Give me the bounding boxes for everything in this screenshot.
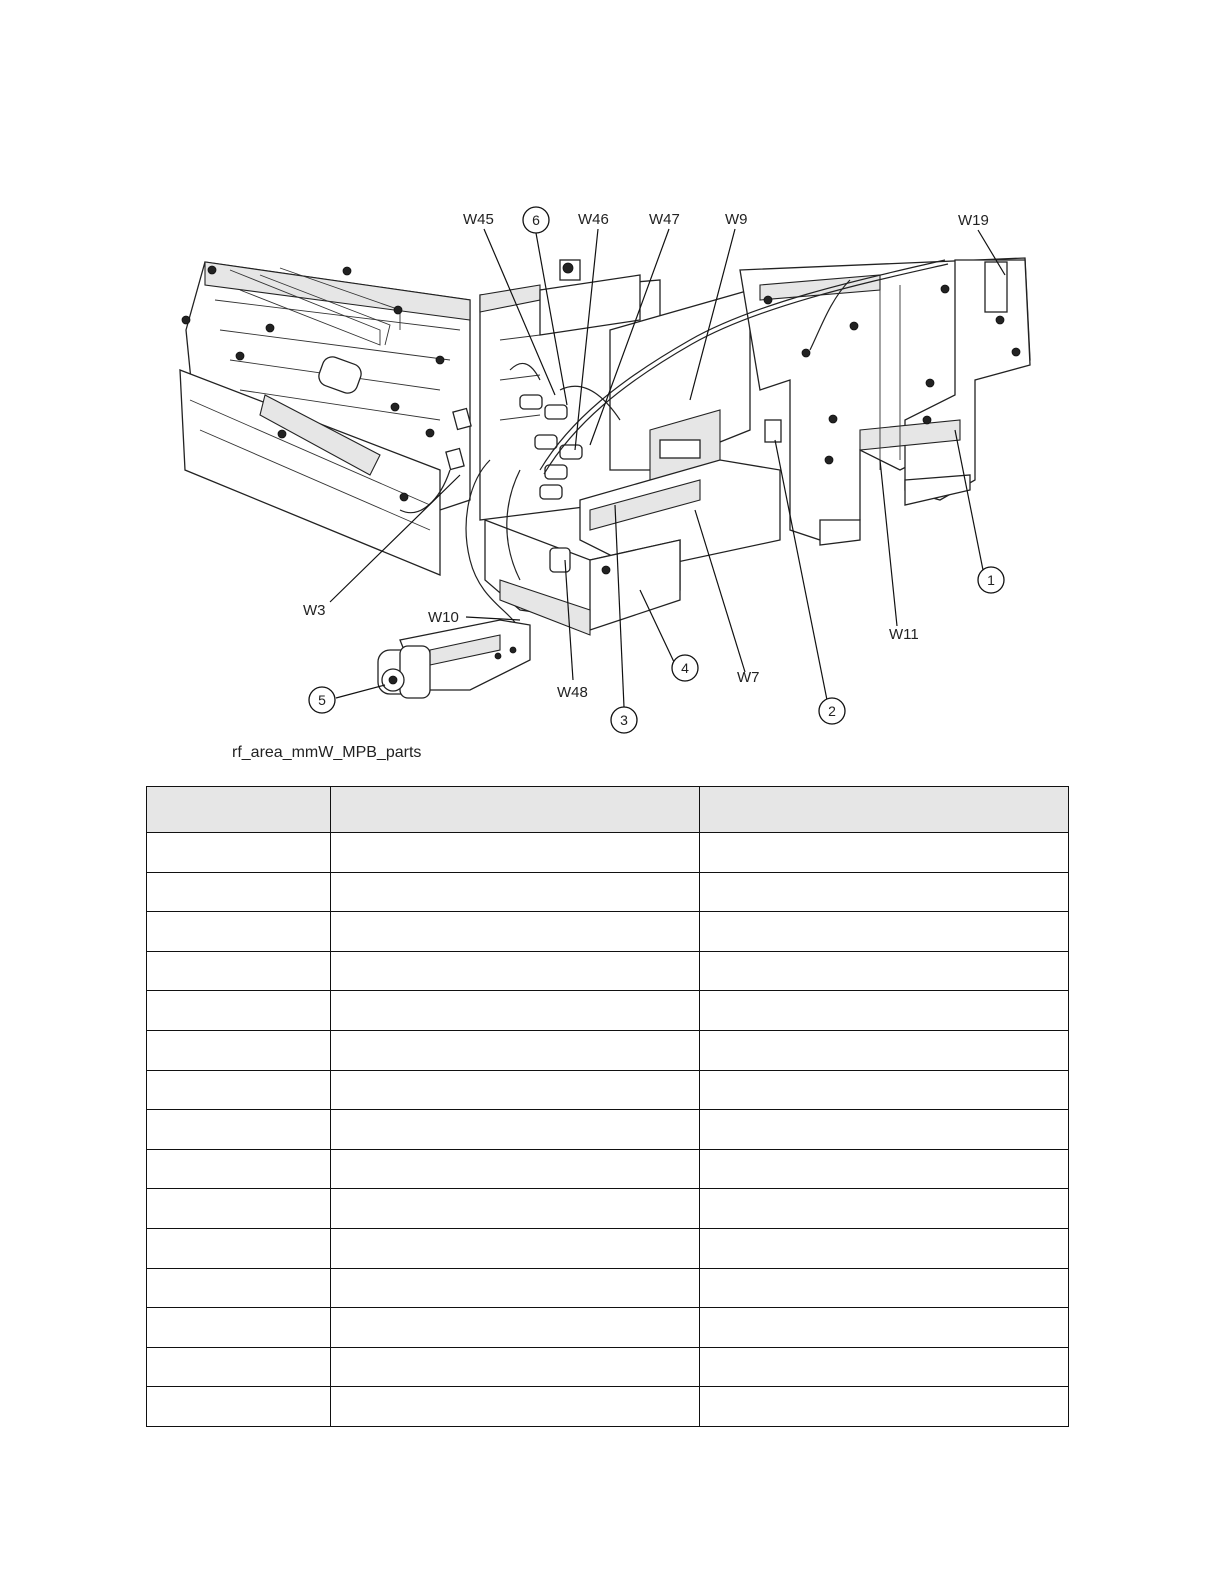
table-row xyxy=(147,912,1069,952)
header-cell xyxy=(700,787,1069,833)
table-cell xyxy=(331,1110,700,1150)
table-header-row xyxy=(147,787,1069,833)
table-cell xyxy=(147,1347,331,1387)
label-w46: W46 xyxy=(578,211,609,228)
callout-4 xyxy=(672,655,698,681)
table-cell xyxy=(700,912,1069,952)
table-cell xyxy=(331,1030,700,1070)
table-row xyxy=(147,833,1069,873)
table-cell xyxy=(331,872,700,912)
figure-caption: rf_area_mmW_MPB_parts xyxy=(232,744,422,761)
table-row xyxy=(147,1110,1069,1150)
table-cell xyxy=(700,1030,1069,1070)
callout-5 xyxy=(309,687,335,713)
callout-3-number: 3 xyxy=(620,712,628,728)
table-cell xyxy=(700,872,1069,912)
table-row xyxy=(147,1189,1069,1229)
table-row xyxy=(147,1070,1069,1110)
parts-table xyxy=(146,786,1069,1427)
table-cell xyxy=(147,1030,331,1070)
left-card-cage xyxy=(180,262,471,575)
table-cell xyxy=(700,951,1069,991)
table-cell xyxy=(331,1268,700,1308)
header-cell xyxy=(147,787,331,833)
table-cell xyxy=(700,991,1069,1031)
callout-6-number: 6 xyxy=(532,212,540,228)
callout-1 xyxy=(978,567,1004,593)
table-row xyxy=(147,991,1069,1031)
label-w10: W10 xyxy=(428,609,459,626)
table-row xyxy=(147,1308,1069,1348)
table-cell xyxy=(147,1268,331,1308)
callout-5-number: 5 xyxy=(318,692,326,708)
table-cell xyxy=(147,951,331,991)
table-cell xyxy=(147,912,331,952)
table-cell xyxy=(331,1149,700,1189)
table-cell xyxy=(147,1228,331,1268)
label-w11: W11 xyxy=(889,626,919,643)
table-cell xyxy=(700,1228,1069,1268)
table-row xyxy=(147,1149,1069,1189)
table-row xyxy=(147,1228,1069,1268)
table-row xyxy=(147,1387,1069,1427)
front-connector-assembly xyxy=(378,620,530,698)
table-body xyxy=(147,833,1069,1427)
table-cell xyxy=(147,1308,331,1348)
table-row xyxy=(147,1268,1069,1308)
table-cell xyxy=(147,1387,331,1427)
callout-2-number: 2 xyxy=(828,703,836,719)
callout-2 xyxy=(819,698,845,724)
table-cell xyxy=(331,1189,700,1229)
label-w45: W45 xyxy=(463,211,494,228)
label-w19: W19 xyxy=(958,212,989,229)
callout-4-number: 4 xyxy=(681,660,689,676)
table-cell xyxy=(700,1268,1069,1308)
table-cell xyxy=(700,833,1069,873)
table-cell xyxy=(331,833,700,873)
rf-module-block xyxy=(480,260,780,635)
table-cell xyxy=(331,1308,700,1348)
callout-1-number: 1 xyxy=(987,572,995,588)
callout-6 xyxy=(523,207,549,233)
label-w48: W48 xyxy=(557,684,588,701)
table-cell xyxy=(331,912,700,952)
table-cell xyxy=(147,1070,331,1110)
table-cell xyxy=(147,872,331,912)
table-cell xyxy=(331,1387,700,1427)
callout-3 xyxy=(611,707,637,733)
table-cell xyxy=(700,1070,1069,1110)
table-row xyxy=(147,951,1069,991)
table-cell xyxy=(331,951,700,991)
table-cell xyxy=(147,1110,331,1150)
label-w9: W9 xyxy=(725,211,748,228)
table-cell xyxy=(331,991,700,1031)
label-w7: W7 xyxy=(737,669,760,686)
table-cell xyxy=(331,1228,700,1268)
table-cell xyxy=(147,1149,331,1189)
table-cell xyxy=(147,991,331,1031)
table-cell xyxy=(147,1189,331,1229)
header-cell xyxy=(331,787,700,833)
table-cell xyxy=(700,1387,1069,1427)
table-cell xyxy=(147,833,331,873)
table-row xyxy=(147,1030,1069,1070)
table-cell xyxy=(700,1149,1069,1189)
table-cell xyxy=(331,1347,700,1387)
label-w47: W47 xyxy=(649,211,680,228)
table-cell xyxy=(700,1308,1069,1348)
table-row xyxy=(147,1347,1069,1387)
table-cell xyxy=(331,1070,700,1110)
table-cell xyxy=(700,1110,1069,1150)
table-row xyxy=(147,872,1069,912)
table-cell xyxy=(700,1189,1069,1229)
parts-illustration xyxy=(0,0,1224,760)
table-cell xyxy=(700,1347,1069,1387)
label-w3: W3 xyxy=(303,602,326,619)
